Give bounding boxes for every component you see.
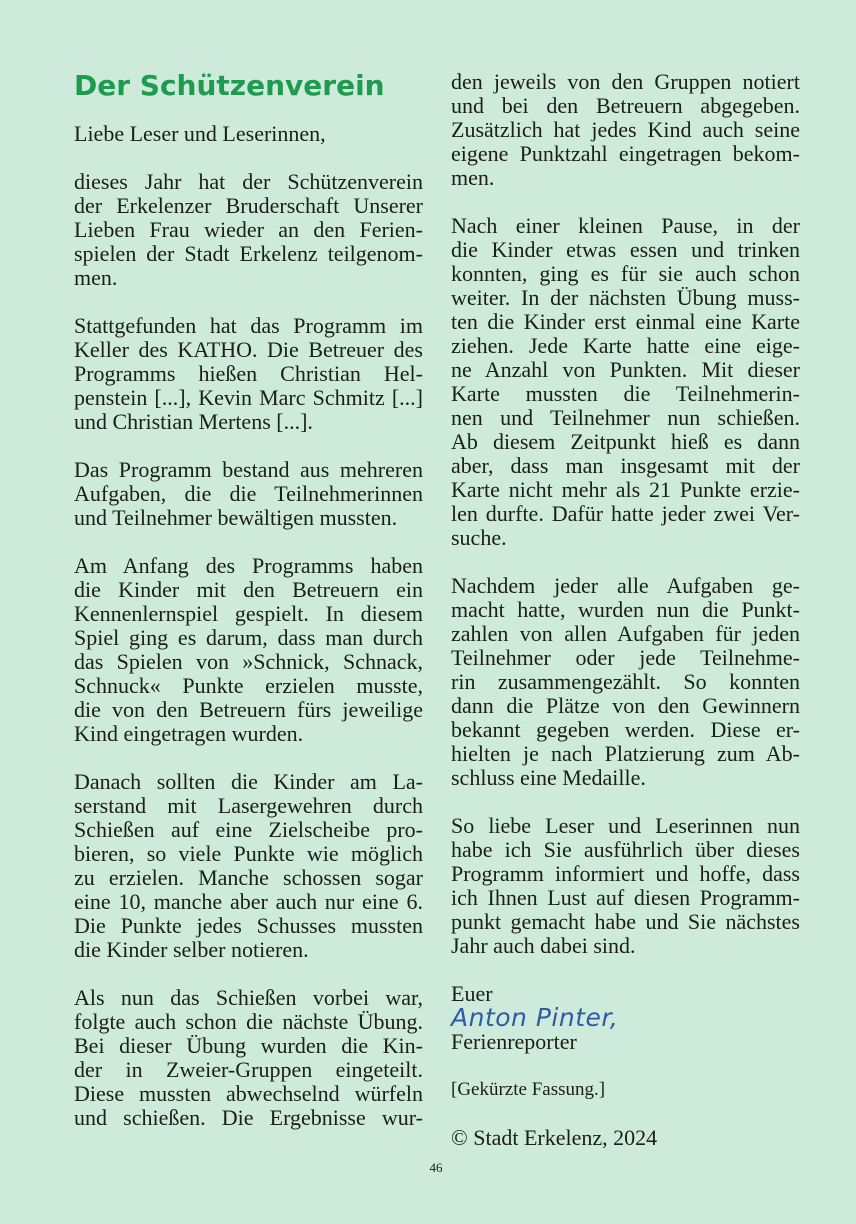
text-line: ne Anzahl von Punkten. Mit dieser bbox=[451, 357, 800, 382]
text-line: die Kinder etwas essen und trinken bbox=[451, 237, 800, 262]
paragraph bbox=[451, 814, 800, 958]
paragraph bbox=[74, 986, 423, 1130]
text-line: men. bbox=[74, 265, 118, 290]
text-line: der Erkelenzer Bruderschaft Unserer bbox=[74, 193, 423, 218]
text-line: das Spielen von »Schnick, Schnack, bbox=[74, 649, 423, 674]
text-line: ten die Kinder erst einmal eine Karte bbox=[451, 309, 800, 334]
text-line: Liebe Leser und Leserinnen, bbox=[74, 121, 326, 146]
text-line: rin zusammengezählt. So konnten bbox=[451, 669, 800, 694]
text-line: Keller des KATHO. Die Betreuer des bbox=[74, 337, 423, 362]
paragraph bbox=[451, 574, 800, 790]
text-line: eigene Punktzahl eingetragen bekom- bbox=[451, 141, 800, 166]
text-line: Bei dieser Übung wurden die Kin- bbox=[74, 1033, 423, 1058]
closing-greeting: Euer bbox=[451, 981, 493, 1006]
text-line: punkt gemacht habe und Sie nächstes bbox=[451, 909, 800, 934]
text-line: Stattgefunden hat das Programm im bbox=[74, 313, 423, 338]
paragraph bbox=[74, 170, 423, 290]
text-line: hielten je nach Platzierung zum Ab- bbox=[451, 741, 800, 766]
text-line: der in Zweier-Gruppen eingeteilt. bbox=[74, 1057, 423, 1082]
copyright-notice: © Stadt Erkelenz, 2024 bbox=[451, 1125, 658, 1150]
page-number: 46 bbox=[429, 1160, 443, 1175]
text-line: dann die Plätze von den Gewinnern bbox=[451, 693, 800, 718]
paragraph bbox=[74, 554, 423, 746]
text-line: konnten, ging es für sie auch schon bbox=[451, 261, 800, 286]
abridged-note: [Gekürzte Fassung.] bbox=[451, 1079, 606, 1100]
text-line: die Kinder mit den Betreuern ein bbox=[74, 577, 423, 602]
text-line: men. bbox=[451, 165, 495, 190]
text-line: dieses Jahr hat der Schützenverein bbox=[74, 169, 423, 194]
text-line: serstand mit Lasergewehren durch bbox=[74, 793, 423, 818]
signature: Anton Pinter, bbox=[451, 1003, 619, 1032]
text-line: Nach einer kleinen Pause, in der bbox=[451, 213, 800, 238]
text-line: Diese mussten abwechselnd würfeln bbox=[74, 1081, 423, 1106]
text-line: und bei den Betreuern abgegeben. bbox=[451, 93, 800, 118]
text-line: ziehen. Jede Karte hatte eine eige- bbox=[451, 333, 800, 358]
text-line: Programm informiert und hoffe, dass bbox=[451, 861, 800, 886]
text-line: den jeweils von den Gruppen notiert bbox=[451, 69, 800, 94]
text-line: penstein [...], Kevin Marc Schmitz [...] bbox=[74, 385, 423, 410]
text-line: und Teilnehmer bewältigen mussten. bbox=[74, 505, 398, 530]
text-line: Karte mussten die Teilnehmerin- bbox=[451, 381, 800, 406]
text-line: Nachdem jeder alle Aufgaben ge- bbox=[451, 573, 800, 598]
text-line: und Christian Mertens [...]. bbox=[74, 409, 313, 434]
left-column bbox=[74, 122, 423, 1154]
paragraph bbox=[74, 314, 423, 434]
text-line: bekannt gegeben werden. Diese er- bbox=[451, 717, 800, 742]
text-line: die von den Betreuern fürs jeweilige bbox=[74, 697, 423, 722]
text-line: aber, dass man insgesamt mit der bbox=[451, 453, 800, 478]
text-line: Das Programm bestand aus mehreren bbox=[74, 457, 423, 482]
salutation bbox=[74, 122, 423, 146]
text-line: Kennenlernspiel gespielt. In diesem bbox=[74, 601, 423, 626]
right-column bbox=[451, 70, 800, 1150]
text-line: macht hatte, wurden nun die Punkt- bbox=[451, 597, 800, 622]
text-line: Als nun das Schießen vorbei war, bbox=[74, 985, 423, 1010]
text-line: Danach sollten die Kinder am La- bbox=[74, 769, 423, 794]
text-line: und schießen. Die Ergebnisse wur- bbox=[74, 1105, 423, 1130]
text-line: weiter. In der nächsten Übung muss- bbox=[451, 285, 800, 310]
text-line: Schießen auf eine Zielscheibe pro- bbox=[74, 817, 423, 842]
text-line: zu erzielen. Manche schossen sogar bbox=[74, 865, 423, 890]
text-line: habe ich Sie ausführlich über dieses bbox=[451, 837, 800, 862]
text-line: Schnuck« Punkte erzielen musste, bbox=[74, 673, 423, 698]
paragraph bbox=[451, 70, 800, 190]
closing-block bbox=[451, 982, 800, 1150]
text-line: Karte nicht mehr als 21 Punkte erzie- bbox=[451, 477, 800, 502]
text-line: spielen der Stadt Erkelenz teilgenom- bbox=[74, 241, 423, 266]
text-line: So liebe Leser und Leserinnen nun bbox=[451, 813, 800, 838]
text-line: Die Punkte jedes Schusses mussten bbox=[74, 913, 423, 938]
author-role: Ferienreporter bbox=[451, 1029, 577, 1054]
text-line: ich Ihnen Lust auf diesen Programm- bbox=[451, 885, 800, 910]
paragraph bbox=[74, 770, 423, 962]
text-line: len durfte. Dafür hatte jeder zwei Ver- bbox=[451, 501, 800, 526]
text-line: die Kinder selber notieren. bbox=[74, 937, 309, 962]
text-line: Programms hießen Christian Hel- bbox=[74, 361, 423, 386]
text-line: Teilnehmer oder jede Teilnehme- bbox=[451, 645, 800, 670]
text-line: Ab diesem Zeitpunkt hieß es dann bbox=[451, 429, 800, 454]
text-line: Kind eingetragen wurden. bbox=[74, 721, 304, 746]
text-line: Am Anfang des Programms haben bbox=[74, 553, 423, 578]
paragraph bbox=[451, 214, 800, 550]
text-line: folgte auch schon die nächste Übung. bbox=[74, 1009, 423, 1034]
text-line: Zusätzlich hat jedes Kind auch seine bbox=[451, 117, 800, 142]
paragraph bbox=[74, 458, 423, 530]
text-line: Spiel ging es darum, dass man durch bbox=[74, 625, 423, 650]
text-line: bieren, so viele Punkte wie möglich bbox=[74, 841, 423, 866]
text-line: Aufgaben, die die Teilnehmerinnen bbox=[74, 481, 423, 506]
text-line: Jahr auch dabei sind. bbox=[451, 933, 636, 958]
text-line: zahlen von allen Aufgaben für jeden bbox=[451, 621, 800, 646]
text-line: schluss eine Medaille. bbox=[451, 765, 646, 790]
article-title: Der Schützenverein bbox=[74, 69, 385, 102]
text-line: eine 10, manche aber auch nur eine 6. bbox=[74, 889, 423, 914]
text-line: nen und Teilnehmer nun schießen. bbox=[451, 405, 800, 430]
text-line: suche. bbox=[451, 525, 507, 550]
text-line: Lieben Frau wieder an den Ferien- bbox=[74, 217, 423, 242]
